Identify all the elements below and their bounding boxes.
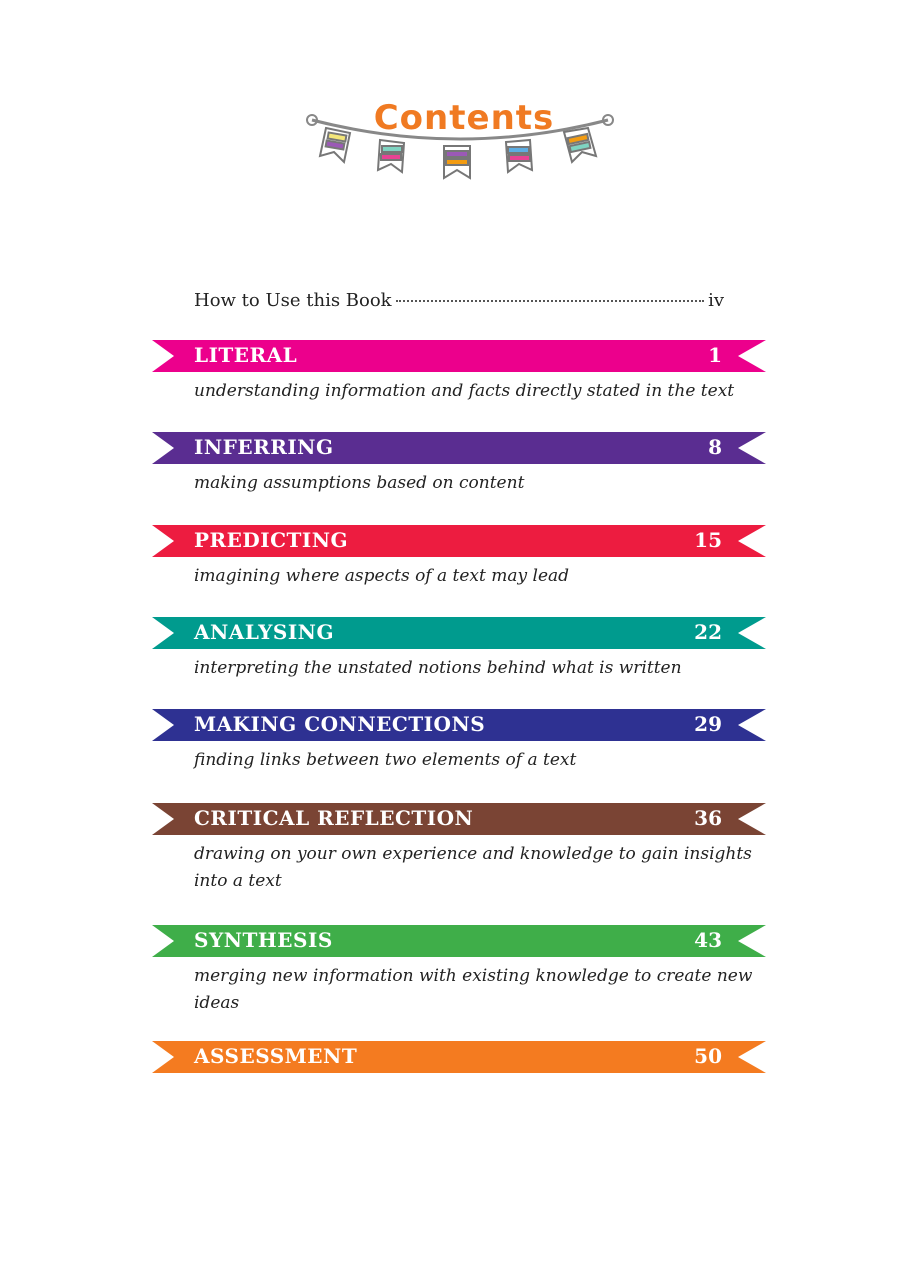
section-ribbon[interactable]: [152, 707, 766, 743]
section-title: INFERRING: [194, 435, 334, 459]
section-title: ANALYSING: [194, 620, 335, 644]
section-title: MAKING CONNECTIONS: [194, 712, 486, 736]
leader-dots: [396, 300, 704, 302]
section-ribbon[interactable]: [152, 615, 766, 651]
page-title: Contents: [373, 98, 555, 138]
section-ribbon[interactable]: [152, 801, 766, 837]
section-ribbon[interactable]: [152, 338, 766, 374]
contents-header: [300, 98, 620, 188]
section-page-number: 29: [694, 712, 722, 736]
section-description: imagining where aspects of a text may lead: [194, 566, 570, 586]
section-title: CRITICAL REFLECTION: [194, 806, 474, 830]
section-description: merging new information with existing knowledge to create new ideas: [194, 966, 753, 1013]
section-description: understanding information and facts directly stated in the text: [194, 381, 735, 401]
section-page-number: 43: [694, 928, 722, 952]
intro-label: How to Use this Book: [194, 290, 392, 311]
section-title: LITERAL: [194, 343, 298, 367]
section-description: finding links between two elements of a text: [194, 750, 577, 770]
section-description: interpreting the unstated notions behind what is written: [194, 658, 682, 678]
section-description: drawing on your own experience and knowledge to gain insights into a text: [194, 844, 752, 891]
section-page-number: 1: [708, 343, 722, 367]
intro-page-number: iv: [708, 290, 724, 311]
section-page-number: 36: [694, 806, 722, 830]
section-ribbon[interactable]: [152, 523, 766, 559]
section-page-number: 22: [694, 620, 722, 644]
section-page-number: 15: [694, 528, 722, 552]
section-page-number: 8: [708, 435, 722, 459]
section-title: PREDICTING: [194, 528, 349, 552]
toc-intro-entry[interactable]: [194, 290, 724, 311]
section-title: ASSESSMENT: [194, 1044, 358, 1068]
section-page-number: 50: [694, 1044, 722, 1068]
section-ribbon[interactable]: [152, 430, 766, 466]
section-ribbon[interactable]: [152, 923, 766, 959]
section-title: SYNTHESIS: [194, 928, 333, 952]
section-ribbon[interactable]: [152, 1039, 766, 1075]
section-description: making assumptions based on content: [194, 473, 525, 493]
